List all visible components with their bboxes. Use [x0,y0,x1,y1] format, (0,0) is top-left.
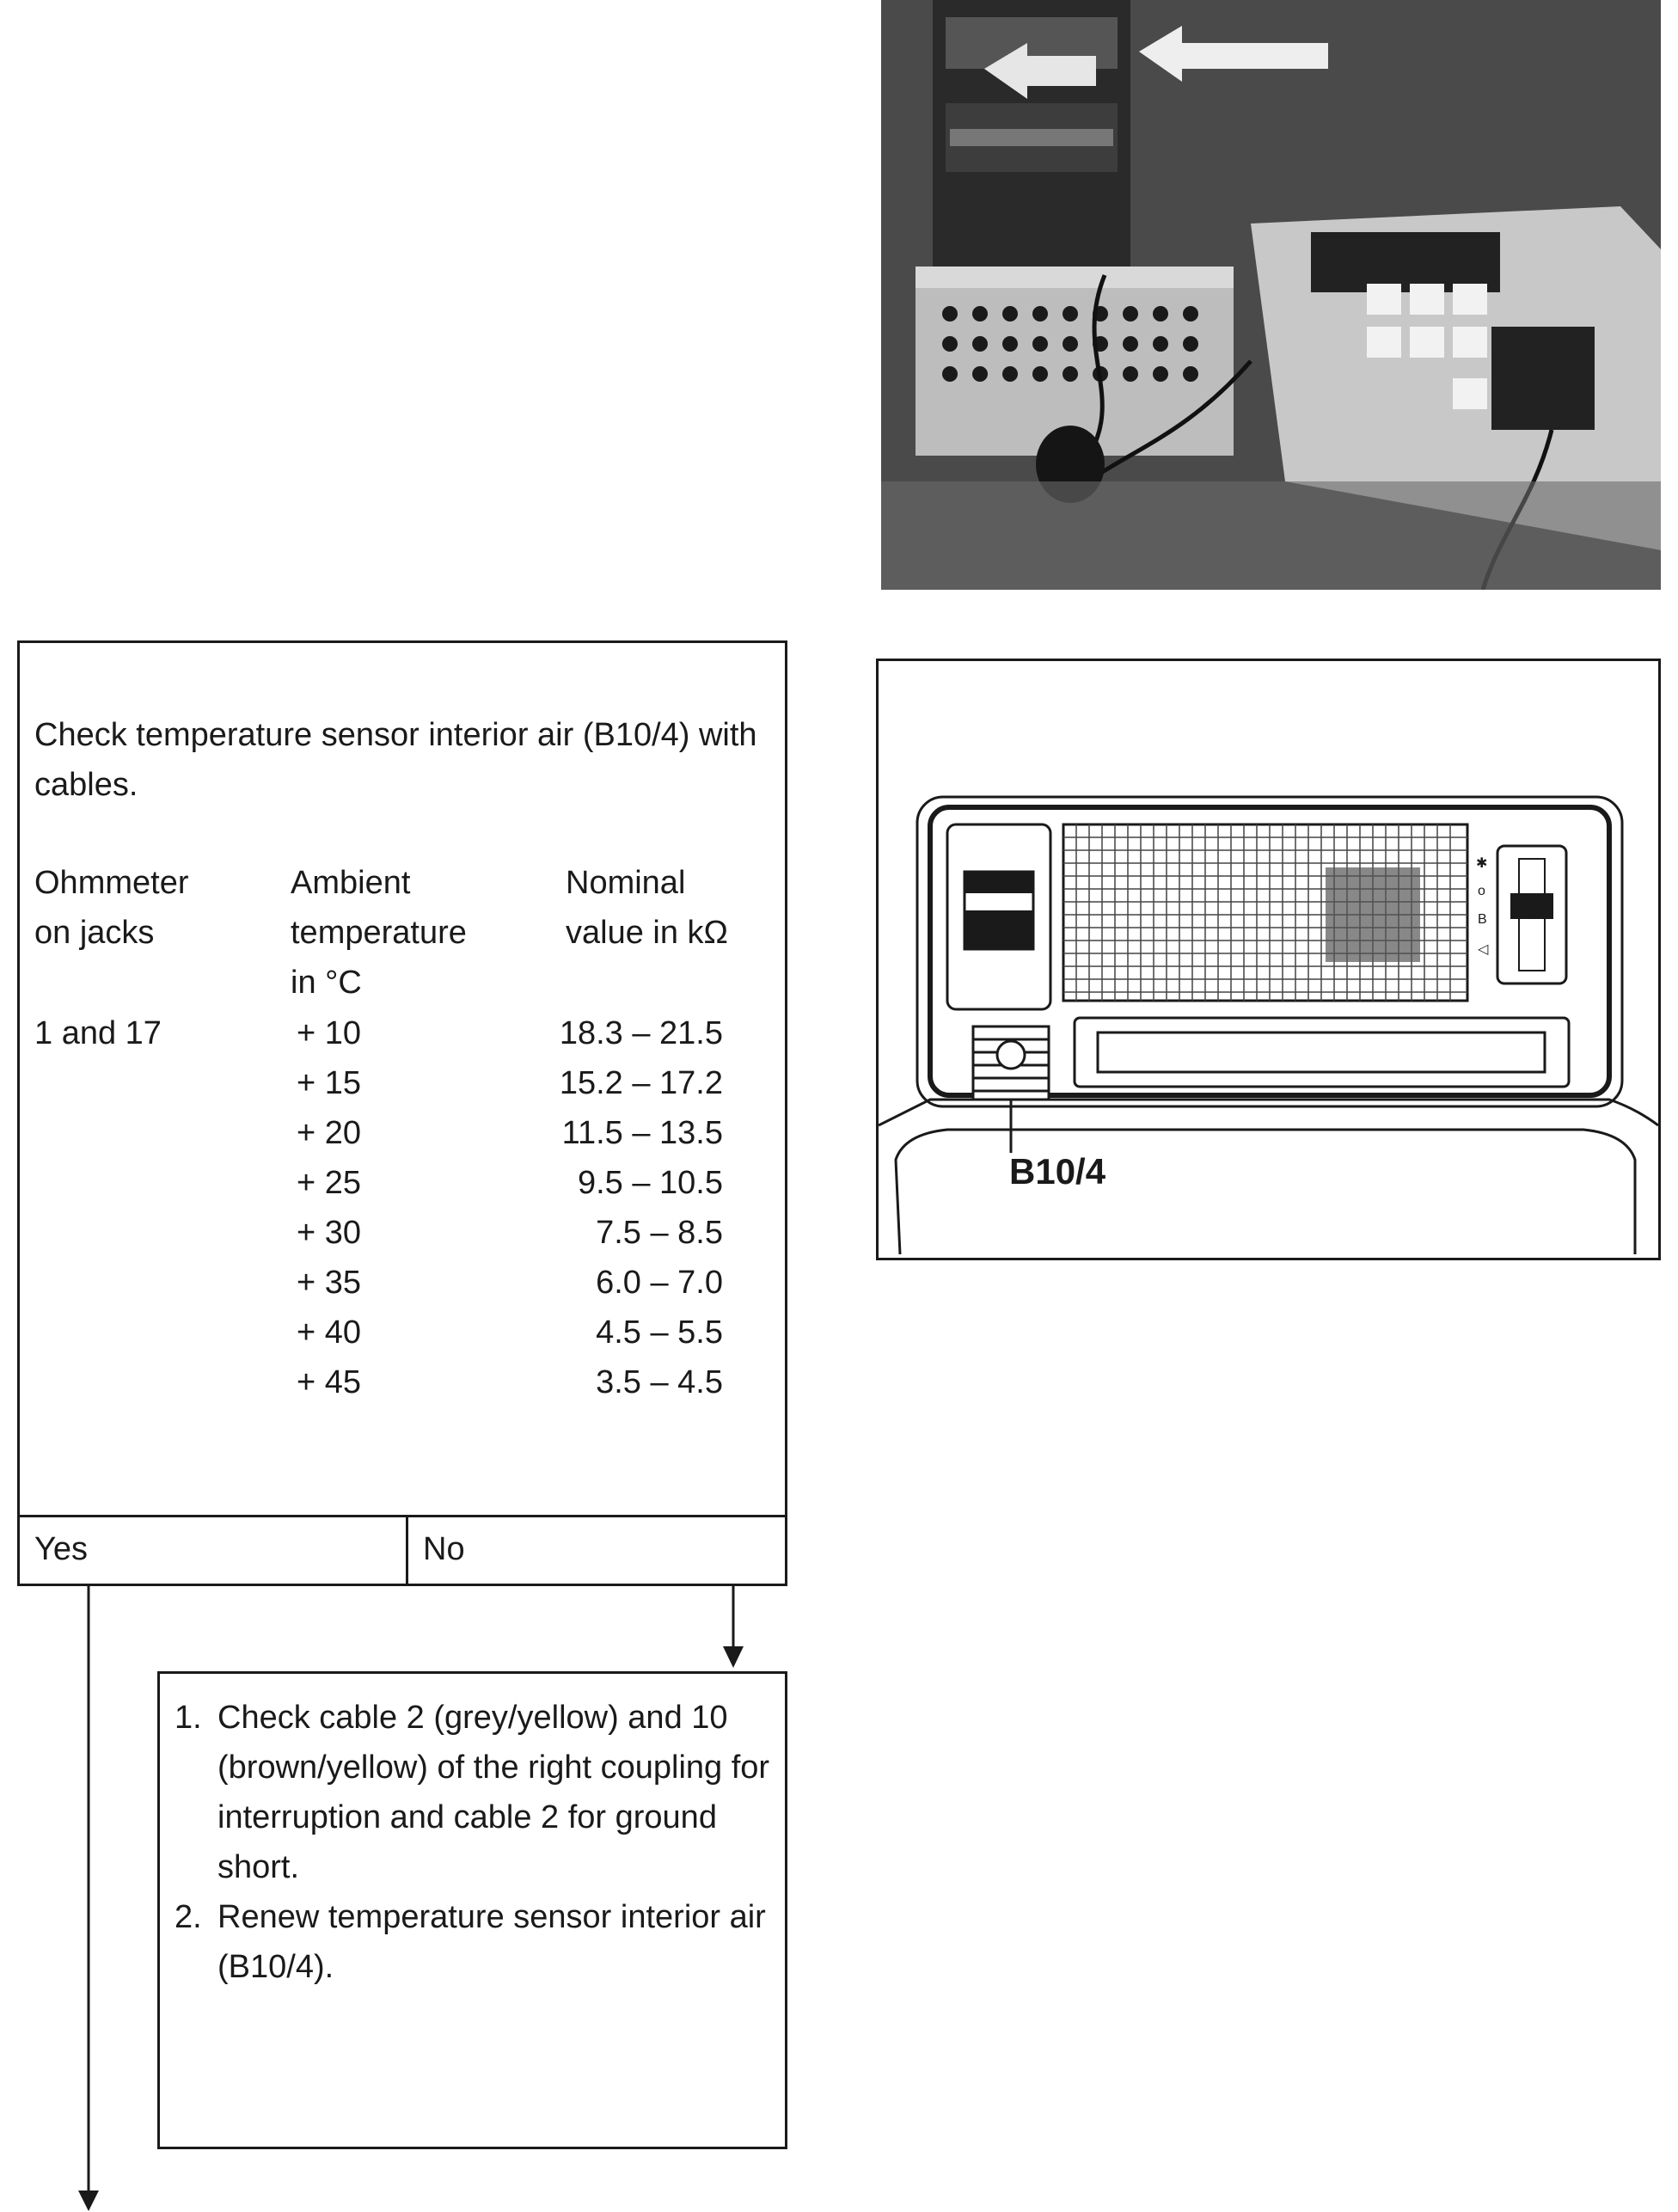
nominal-value-cell: 11.5 – 13.5 [561,1115,723,1151]
svg-text:✱: ✱ [1476,856,1488,871]
column-header-nominal-value: Nominal value in kΩ [566,865,728,951]
nominal-value-cell: 6.0 – 7.0 [596,1265,723,1301]
nominal-value-cell: 9.5 – 10.5 [577,1165,723,1201]
temperature-cell: + 30 [297,1215,362,1251]
component-label-b10-4: B10/4 [1009,1151,1106,1192]
action-list [175,1693,776,1992]
no-arrow-head [723,1646,744,1668]
nominal-value-cell: 3.5 – 4.5 [596,1364,723,1400]
temperature-cell: + 45 [297,1364,362,1400]
jacks-value: 1 and 17 [34,1015,162,1051]
svg-text:B: B [1478,912,1487,927]
temperature-cell: + 10 [297,1015,362,1051]
temperature-cell: + 20 [297,1115,362,1151]
nominal-value-cell: 15.2 – 17.2 [559,1065,723,1101]
column-header-ambient-temperature: Ambient temperature in °C [291,865,467,1001]
corrective-action-box [157,1671,787,2149]
yes-arrow-head [78,2191,99,2211]
list-item: 1. Check cable 2 (grey/yellow) and 10 (brown/yellow) of the right coupling for interruption and cable 2 for ground short. [175,1700,770,1885]
nominal-value-cell: 18.3 – 21.5 [559,1015,723,1051]
temperature-cell: + 40 [297,1314,362,1351]
check-instruction: Check temperature sensor interior air (B10/4) with cables. [34,717,757,803]
temperature-cell: + 35 [297,1265,362,1301]
temperature-cell: + 15 [297,1065,362,1101]
list-item: 2. Renew temperature sensor interior air (B10/4). [175,1899,766,1985]
svg-text:o: o [1478,884,1485,898]
nominal-value-cell: 4.5 – 5.5 [596,1314,723,1351]
sensor-location-diagram [876,659,1661,1260]
nominal-value-cell: 7.5 – 8.5 [596,1215,723,1251]
answer-yes: Yes [17,1517,408,1586]
temperature-cell: + 25 [297,1165,362,1201]
answer-no: No [406,1517,787,1586]
column-header-ohmmeter: Ohmmeter on jacks [34,865,189,951]
svg-text:◁: ◁ [1478,942,1489,957]
